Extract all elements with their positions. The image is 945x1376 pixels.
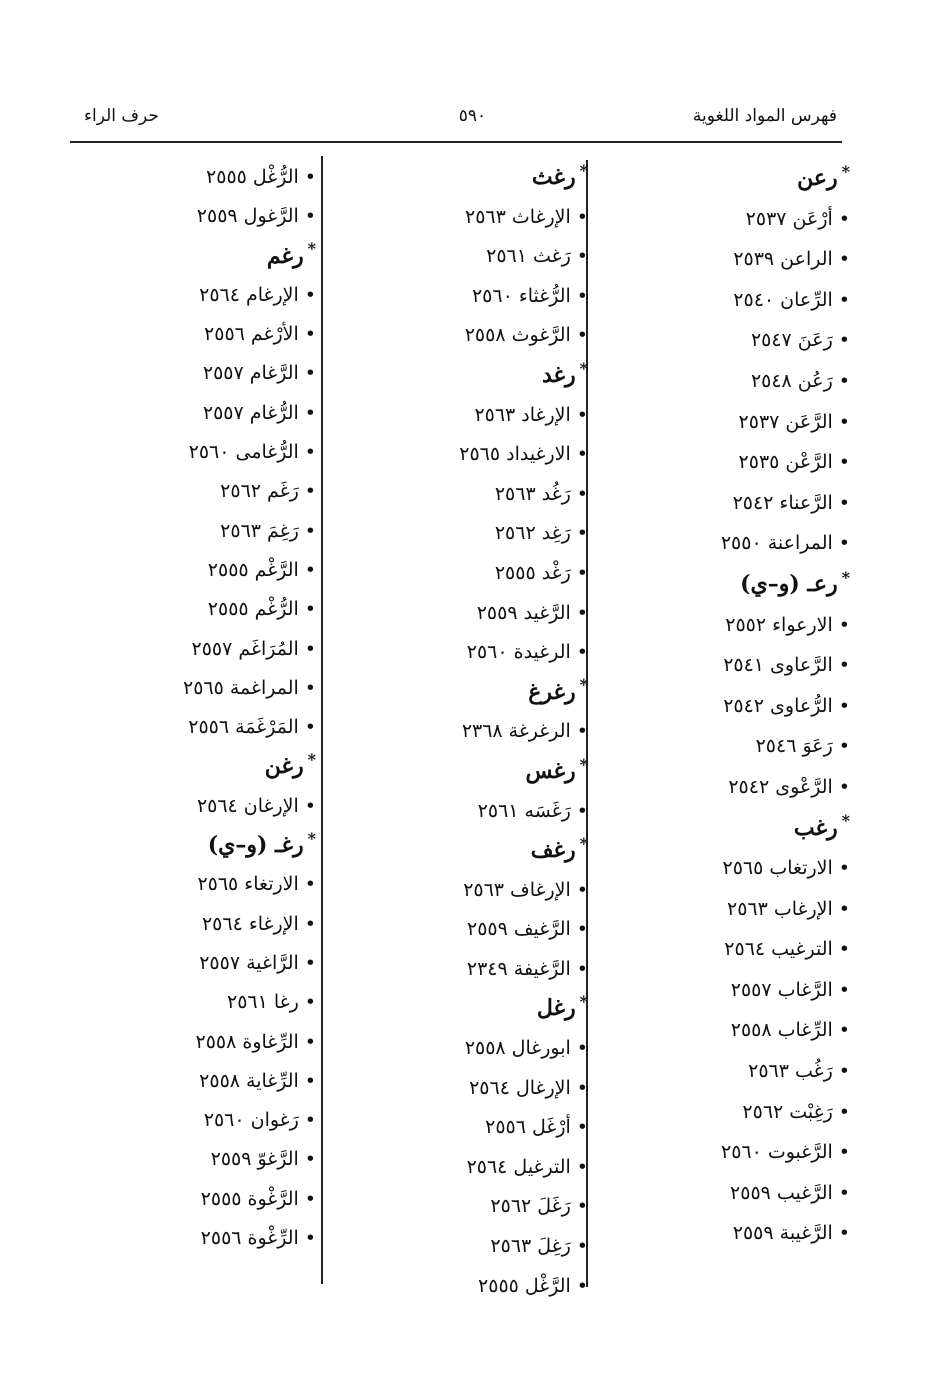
root-heading: *رغم [266, 239, 316, 269]
entry-text: رغا ٢٥٦١ [227, 991, 299, 1014]
index-entry [86, 905, 316, 944]
entry-text: الرَّعاوى ٢٥٤١ [723, 654, 833, 677]
bullet-marker: • [304, 1030, 316, 1053]
bullet-marker: • [304, 873, 316, 896]
bullet-marker: • [304, 480, 316, 503]
root-text: رغرغ [528, 678, 576, 705]
root-text: رغد [541, 361, 576, 388]
index-entry [600, 199, 850, 240]
entry-text: الارتغاب ٢٥٦٥ [722, 857, 833, 880]
root-text: رغن [264, 753, 304, 780]
entry-text: الرَّغْل ٢٥٥٥ [478, 1274, 571, 1297]
bullet-marker: • [304, 912, 316, 935]
bullet-marker: • [576, 522, 588, 545]
entry-text: رَغث ٢٥٦١ [486, 245, 571, 268]
bullet-marker: • [838, 410, 850, 433]
bullet-marker: • [576, 799, 588, 822]
entry-text: الرَّعْن ٢٥٣٥ [738, 451, 833, 474]
index-entry [600, 1092, 850, 1133]
index-entry [600, 726, 850, 767]
root-heading: *رغن [264, 750, 316, 780]
index-entry [86, 590, 316, 629]
entry-text: الرَّغيب ٢٥٥٩ [730, 1181, 833, 1204]
bullet-marker: • [838, 288, 850, 311]
index-entry [338, 475, 588, 515]
bullet-marker: • [576, 482, 588, 505]
index-entry [338, 1069, 588, 1109]
root-heading: *رغرغ [528, 675, 588, 705]
bullet-marker: • [838, 532, 850, 555]
entry-text: رَغِلَ ٢٥٦٣ [490, 1235, 571, 1258]
entry-text: الارغيداد ٢٥٦٥ [459, 443, 571, 466]
bullet-marker: • [838, 329, 850, 352]
entry-text: رَغَسَه ٢٥٦١ [477, 799, 571, 822]
index-entry [86, 1062, 316, 1101]
bullet-marker: • [838, 978, 850, 1001]
entry-text: الرَّغْوة ٢٥٥٥ [200, 1187, 299, 1210]
entry-text: الأرْغم ٢٥٥٦ [204, 323, 299, 346]
bullet-marker: • [304, 401, 316, 424]
bullet-marker: • [304, 794, 316, 817]
bullet-marker: • [576, 284, 588, 307]
index-entry [600, 523, 850, 564]
index-entry [600, 442, 850, 483]
bullet-marker: • [838, 897, 850, 920]
root-text: رغـ (و–ي) [207, 832, 304, 859]
index-entry [86, 551, 316, 590]
index-entry [86, 433, 316, 472]
bullet-marker: • [576, 601, 588, 624]
bullet-marker: • [304, 991, 316, 1014]
index-entry [86, 315, 316, 354]
entry-text: الارعواء ٢٥٥٢ [725, 613, 833, 636]
bullet-marker: • [576, 1037, 588, 1060]
entry-text: الرغرغة ٢٣٦٨ [461, 720, 571, 743]
index-entry [338, 1148, 588, 1188]
bullet-marker: • [838, 694, 850, 717]
index-entry [600, 848, 850, 889]
bullet-marker: • [576, 324, 588, 347]
index-entry [338, 514, 588, 554]
index-entry [338, 871, 588, 911]
root-text: رعن [797, 165, 838, 191]
root-heading: *رغـ (و–ي) [207, 828, 316, 859]
bullet-marker: • [576, 1155, 588, 1178]
index-entry [600, 889, 850, 930]
entry-text: الارتغاء ٢٥٦٥ [197, 873, 299, 896]
index-column-left [86, 158, 316, 1258]
root-text: رغب [793, 814, 838, 841]
bullet-marker: • [304, 519, 316, 542]
index-entry [86, 669, 316, 708]
entry-text: الرُّغثاء ٢٥٦٠ [471, 284, 571, 307]
entry-text: الإرغاب ٢٥٦٣ [727, 897, 833, 920]
index-entry [600, 320, 850, 361]
index-entry [338, 198, 588, 238]
bullet-marker: • [304, 676, 316, 699]
bullet-marker: • [576, 641, 588, 664]
bullet-marker: • [576, 205, 588, 228]
bullet-marker: • [304, 441, 316, 464]
page-number: ٥٩٠ [458, 106, 487, 126]
index-entry [600, 1051, 850, 1092]
entry-text: الرَّاغية ٢٥٥٧ [199, 951, 299, 974]
bullet-marker: • [838, 1100, 850, 1123]
bullet-marker: • [576, 245, 588, 268]
index-entry [86, 944, 316, 983]
entry-text: الإرغام ٢٥٦٤ [199, 283, 299, 306]
bullet-marker: • [838, 369, 850, 392]
bullet-marker: • [838, 451, 850, 474]
running-header-section: حرف الراء [84, 106, 159, 126]
bullet-marker: • [838, 491, 850, 514]
entry-text: الرَّغوّ ٢٥٥٩ [210, 1148, 299, 1171]
entry-text: الرَّعَن ٢٥٣٧ [738, 410, 833, 433]
entry-text: رَغوان ٢٥٦٠ [203, 1109, 299, 1132]
index-entry [600, 239, 850, 280]
entry-text: الرَّغول ٢٥٥٩ [196, 205, 299, 228]
running-header-title: فهرس المواد اللغوية [692, 106, 837, 126]
index-entry [338, 1108, 588, 1148]
bullet-marker: • [576, 918, 588, 941]
index-entry [86, 865, 316, 904]
index-entry [86, 197, 316, 236]
bullet-marker: • [576, 1195, 588, 1218]
index-entry [600, 1132, 850, 1173]
entry-text: الرَّغاب ٢٥٥٧ [730, 978, 833, 1001]
index-entry [86, 630, 316, 669]
bullet-marker: • [838, 1222, 850, 1245]
entry-text: الإرغاد ٢٥٦٣ [474, 403, 571, 426]
index-entry [338, 435, 588, 475]
root-heading: *رغث [531, 160, 588, 190]
entry-text: الرُّغام ٢٥٥٧ [202, 401, 299, 424]
entry-text: ابورغال ٢٥٥٨ [464, 1037, 571, 1060]
index-entry [338, 910, 588, 950]
entry-text: الإرغاث ٢٥٦٣ [465, 205, 571, 228]
entry-text: رَغَم ٢٥٦٢ [220, 480, 299, 503]
bullet-marker: • [304, 598, 316, 621]
index-entry [600, 1010, 850, 1051]
entry-text: الرُّغامى ٢٥٦٠ [188, 441, 299, 464]
index-entry [600, 686, 850, 727]
bullet-marker: • [838, 1141, 850, 1164]
index-entry [338, 633, 588, 673]
index-entry [86, 1219, 316, 1258]
entry-text: الرَّعْوى ٢٥٤٢ [728, 775, 833, 798]
entry-text: رَعَوَ ٢٥٤٦ [755, 735, 833, 758]
entry-text: الرَّعناء ٢٥٤٢ [732, 491, 833, 514]
index-column-right [600, 158, 850, 1254]
index-entry [600, 970, 850, 1011]
index-entry [600, 1213, 850, 1254]
entry-text: الرَّغيفة ٢٣٤٩ [466, 957, 571, 980]
bullet-marker: • [838, 654, 850, 677]
entry-text: رَغُد ٢٥٦٣ [494, 482, 571, 505]
entry-text: الرِّعان ٢٥٤٠ [733, 288, 833, 311]
index-entry [338, 237, 588, 277]
header-rule [70, 141, 842, 143]
entry-text: الرَّغبوت ٢٥٦٠ [720, 1141, 833, 1164]
entry-text: الرِّغاية ٢٥٥٨ [199, 1069, 299, 1092]
bullet-marker: • [838, 857, 850, 880]
bullet-marker: • [304, 716, 316, 739]
entry-text: رَغِبْت ٢٥٦٢ [742, 1100, 833, 1123]
bullet-marker: • [576, 443, 588, 466]
entry-text: رَعُن ٢٥٤٨ [750, 369, 833, 392]
entry-text: رَغَلَ ٢٥٦٢ [490, 1195, 571, 1218]
entry-text: أرْعَن ٢٥٣٧ [745, 207, 833, 230]
bullet-marker: • [304, 1148, 316, 1171]
index-entry [86, 158, 316, 197]
entry-text: الإرغاف ٢٥٦٣ [463, 878, 571, 901]
index-entry [86, 1180, 316, 1219]
index-entry [338, 792, 588, 832]
index-entry [338, 554, 588, 594]
entry-text: الرَّغْم ٢٥٥٥ [207, 558, 299, 581]
bullet-marker: • [304, 1227, 316, 1250]
bullet-marker: • [304, 1069, 316, 1092]
index-entry [338, 277, 588, 317]
root-text: رغف [530, 837, 576, 864]
index-entry [338, 594, 588, 634]
bullet-marker: • [838, 207, 850, 230]
root-heading: *رغف [530, 833, 588, 864]
index-entry [86, 983, 316, 1022]
bullet-marker: • [304, 283, 316, 306]
index-entry [86, 708, 316, 747]
index-entry [600, 645, 850, 686]
entry-text: أرْغَل ٢٥٥٦ [485, 1116, 571, 1139]
bullet-marker: • [838, 938, 850, 961]
index-entry [338, 1029, 588, 1069]
entry-text: الإرغال ٢٥٦٤ [469, 1076, 571, 1099]
bullet-marker: • [304, 362, 316, 385]
bullet-marker: • [576, 957, 588, 980]
index-entry [338, 1227, 588, 1267]
bullet-marker: • [576, 561, 588, 584]
bullet-marker: • [838, 775, 850, 798]
bullet-marker: • [576, 403, 588, 426]
bullet-marker: • [838, 1181, 850, 1204]
entry-text: الرَّغيبة ٢٥٥٩ [732, 1222, 833, 1245]
root-heading: *رغل [536, 992, 588, 1022]
index-entry [86, 354, 316, 393]
index-entry [338, 950, 588, 990]
root-text: رغث [531, 164, 576, 190]
bullet-marker: • [304, 1109, 316, 1132]
index-entry [600, 280, 850, 321]
entry-text: الرَّغام ٢٥٥٧ [202, 362, 299, 385]
index-entry [86, 512, 316, 551]
index-entry [338, 1267, 588, 1307]
index-entry [86, 1140, 316, 1179]
entry-text: رَغِمَ ٢٥٦٣ [220, 519, 299, 542]
bullet-marker: • [576, 720, 588, 743]
entry-text: الرُّغْل ٢٥٥٥ [206, 166, 299, 188]
bullet-marker: • [304, 323, 316, 346]
index-entry [600, 605, 850, 646]
entry-text: الرَّغوث ٢٥٥٨ [464, 324, 571, 347]
bullet-marker: • [304, 166, 316, 188]
entry-text: الرِّغْوة ٢٥٥٦ [200, 1227, 299, 1250]
entry-text: الإرغاء ٢٥٦٤ [201, 912, 299, 935]
bullet-marker: • [304, 637, 316, 660]
index-column-middle [338, 158, 588, 1306]
entry-text: رَغِد ٢٥٦٢ [494, 522, 571, 545]
entry-text: رَغُب ٢٥٦٣ [748, 1060, 833, 1083]
index-entry [86, 1101, 316, 1140]
index-entry [338, 1187, 588, 1227]
bullet-marker: • [838, 1019, 850, 1042]
bullet-marker: • [838, 1060, 850, 1083]
root-heading: *رغد [541, 358, 588, 388]
entry-text: الرَّغيف ٢٥٥٩ [467, 918, 571, 941]
bullet-marker: • [576, 1076, 588, 1099]
bullet-marker: • [304, 951, 316, 974]
entry-text: الترغيل ٢٥٦٤ [466, 1155, 571, 1178]
entry-text: رَغْد ٢٥٥٥ [494, 561, 571, 584]
bullet-marker: • [304, 205, 316, 228]
entry-text: الرِّغاوة ٢٥٥٨ [195, 1030, 299, 1053]
bullet-marker: • [576, 878, 588, 901]
bullet-marker: • [838, 248, 850, 271]
index-entry [86, 472, 316, 511]
bullet-marker: • [838, 735, 850, 758]
index-entry [86, 276, 316, 315]
index-entry [600, 767, 850, 808]
entry-text: المراعنة ٢٥٥٠ [720, 532, 833, 555]
index-entry [86, 394, 316, 433]
entry-text: الراعن ٢٥٣٩ [733, 248, 833, 271]
entry-text: المَرْغَمَة ٢٥٥٦ [188, 716, 299, 739]
index-entry [600, 402, 850, 443]
entry-text: الرَّغيد ٢٥٥٩ [476, 601, 571, 624]
root-heading: *رغب [793, 811, 850, 841]
bullet-marker: • [576, 1274, 588, 1297]
entry-text: المراغمة ٢٥٦٥ [182, 676, 299, 699]
entry-text: الرُّغْم ٢٥٥٥ [207, 598, 299, 621]
root-text: رعـ (و–ي) [740, 570, 838, 597]
root-text: رغس [525, 757, 576, 784]
entry-text: الرِّغاب ٢٥٥٨ [730, 1019, 833, 1042]
entry-text: الترغيب ٢٥٦٤ [724, 938, 833, 961]
root-heading: *رغس [525, 754, 588, 784]
index-entry [600, 1173, 850, 1214]
root-text: رغل [536, 995, 576, 1022]
entry-text: الإرغان ٢٥٦٤ [196, 794, 299, 817]
bullet-marker: • [576, 1116, 588, 1139]
entry-text: الرُّعاوى ٢٥٤٢ [723, 694, 833, 717]
index-entry [86, 1023, 316, 1062]
entry-text: الرغيدة ٢٥٦٠ [466, 641, 571, 664]
entry-text: المُرَاغَم ٢٥٥٧ [191, 637, 299, 660]
root-heading: *رعن [797, 161, 850, 191]
root-heading: *رعـ (و–ي) [740, 567, 850, 597]
index-entry [86, 787, 316, 826]
index-entry [338, 316, 588, 356]
entry-text: رَعَنَ ٢٥٤٧ [750, 329, 833, 352]
index-entry [600, 361, 850, 402]
index-entry [600, 929, 850, 970]
index-entry [338, 396, 588, 436]
bullet-marker: • [304, 1187, 316, 1210]
index-entry [338, 712, 588, 752]
root-text: رغم [266, 242, 304, 269]
bullet-marker: • [304, 558, 316, 581]
bullet-marker: • [838, 613, 850, 636]
column-divider-left [321, 156, 323, 1284]
bullet-marker: • [576, 1235, 588, 1258]
index-entry [600, 483, 850, 524]
